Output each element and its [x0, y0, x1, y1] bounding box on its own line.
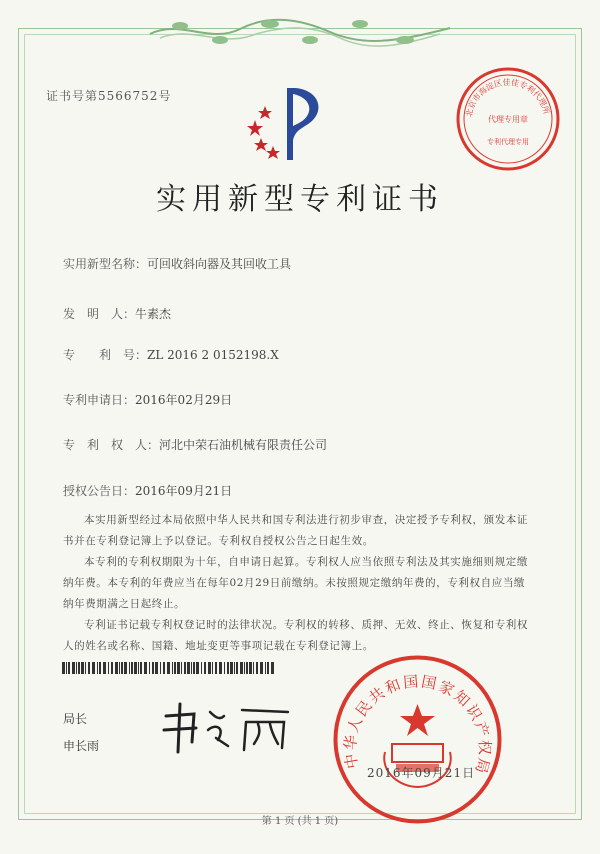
- field-patentee: 专 利 权 人：河北中荣石油机械有限责任公司: [63, 438, 328, 452]
- floral-ornament: [140, 14, 460, 48]
- paragraph-grant: 本实用新型经过本局依照中华人民共和国专利法进行初步审查，决定授予专利权，颁发本证书并在专利登记簿上予以登记。专利权自授权公告之日起生效。: [63, 514, 528, 547]
- seal-date: 2016年09月21日: [367, 766, 476, 780]
- page-footer: 第 1 页 (共 1 页): [261, 816, 339, 827]
- director-signature: [158, 700, 298, 756]
- field-grant-date: 授权公告日：2016年09月21日: [63, 484, 233, 498]
- certificate-body: [63, 510, 533, 657]
- field-patent-number: 专 利 号：ZL 2016 2 0152198.X: [63, 348, 279, 362]
- field-inventor: 发 明 人：牛素杰: [63, 307, 172, 321]
- director-name: 申长雨: [63, 739, 100, 753]
- national-ip-seal: [330, 652, 505, 827]
- certificate-title: 实用新型专利证书: [156, 182, 444, 217]
- certificate-number: 证书号第5566752号: [46, 89, 172, 103]
- svg-text:专利代理专用: 专利代理专用: [487, 138, 529, 146]
- svg-text:北京市海淀区佳佳专利代理所: 北京市海淀区佳佳专利代理所: [464, 77, 552, 118]
- field-utility-name: 实用新型名称：可回收斜向器及其回收工具: [63, 257, 292, 271]
- director-title: 局长: [63, 712, 88, 726]
- svg-text:代理专用章: 代理专用章: [488, 115, 528, 124]
- field-application-date: 专利申请日：2016年02月29日: [63, 393, 233, 407]
- agent-seal: [453, 64, 563, 174]
- sipo-logo: [243, 80, 333, 164]
- barcode: [62, 662, 278, 674]
- paragraph-register: 专利证书记载专利权登记时的法律状况。专利权的转移、质押、无效、终止、恢复和专利权人的姓名或名称、国籍、地址变更等事项记载在专利登记簿上。: [63, 619, 528, 652]
- paragraph-term: 本专利的专利权期限为十年，自申请日起算。专利权人应当依照专利法及其实施细则规定缴纳年费。本专利的年费应当在每年02月29日前缴纳。未按照规定缴纳年费的，专利权自应当缴纳年费期满之日起终止。: [63, 556, 528, 610]
- svg-text:中华人民共和国国家知识产权局: 中华人民共和国国家知识产权局: [341, 672, 494, 778]
